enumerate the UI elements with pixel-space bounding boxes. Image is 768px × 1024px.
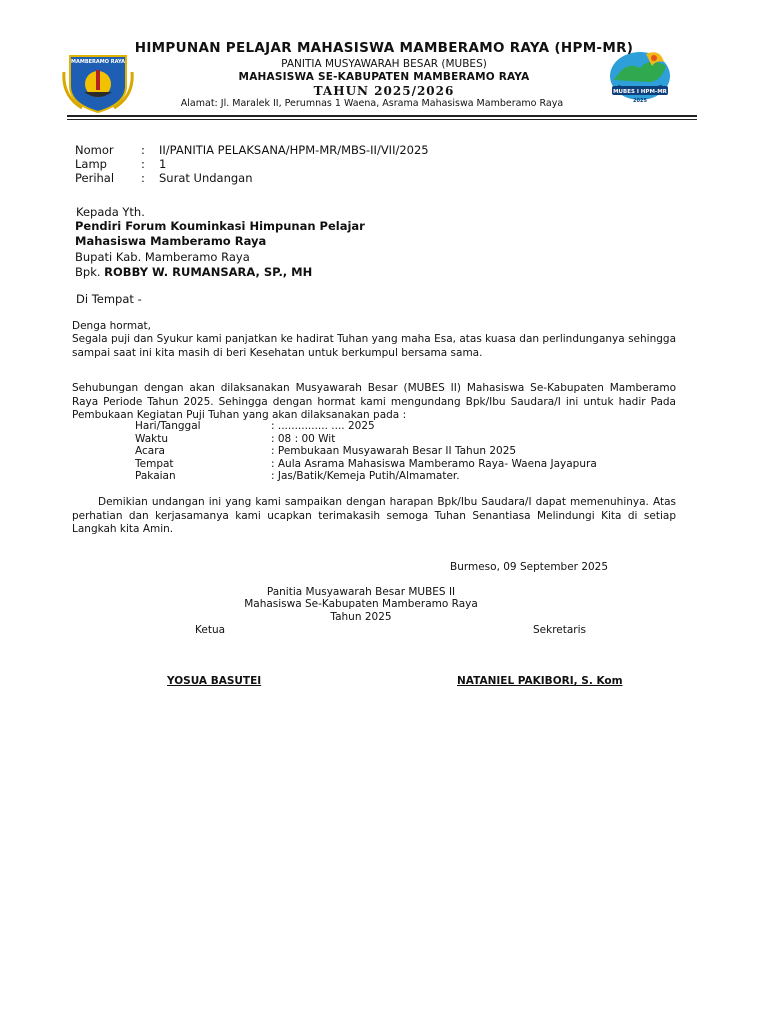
org-name: HIMPUNAN PELAJAR MAHASISWA MAMBERAMO RAYA (HPM-MR): [134, 40, 634, 56]
recipient-line1: Pendiri Forum Kouminkasi Himpunan Pelajar: [75, 219, 365, 233]
committee-line3: Tahun 2025: [330, 611, 392, 623]
bpk-prefix: Bpk.: [75, 265, 101, 279]
committee-line1: Panitia Musyawarah Besar MUBES II: [266, 586, 456, 598]
lamp-value: 1: [159, 157, 167, 171]
perihal-colon: :: [141, 171, 145, 185]
committee-line2: Mahasiswa Se-Kabupaten Mamberamo Raya: [244, 598, 478, 610]
paragraph-closing: Demikian undangan ini yang kami sampaikan dengan harapan Bpk/Ibu Saudara/I dapat memenuhinya. Atas perhatian dan kerjasamanya kami ucapkan terimakasih semoga Tuhan Senantiasa Melindungi Kita di setiap Langkah kita Amin.: [72, 496, 676, 535]
detail-label-time: Waktu: [135, 433, 168, 445]
lamp-colon: :: [141, 157, 145, 171]
greeting: Denga hormat,: [72, 320, 151, 332]
detail-value-event: : Pembukaan Musyawarah Besar II Tahun 2025: [271, 445, 517, 457]
detail-label-place: Tempat: [135, 458, 174, 470]
ketua-label: Ketua: [195, 624, 226, 636]
recipient-bpk: [75, 265, 312, 279]
logo-right-year: 2025: [633, 98, 647, 104]
logo-left-text: MAMBERAMO RAYA: [71, 59, 125, 65]
detail-value-time: : 08 : 00 Wit: [271, 433, 336, 445]
di-tempat: Di Tempat -: [76, 292, 142, 306]
detail-value-place: : Aula Asrama Mahasiswa Mamberamo Raya- Waena Jayapura: [271, 458, 597, 470]
students-line: MAHASISWA SE-KABUPATEN MAMBERAMO RAYA: [238, 71, 530, 83]
perihal-value: Surat Undangan: [159, 171, 253, 185]
detail-label-attire: Pakaian: [135, 470, 176, 482]
detail-value-date: : ............... .... 2025: [271, 420, 375, 432]
paragraph-invitation: Sehubungan dengan akan dilaksanakan Musyawarah Besar (MUBES II) Mahasiswa Se-Kabupaten Mamberamo Raya Periode Tahun 2025. Sehingga dengan hormat kami mengundang Bpk/Ibu Saudara/I ini untuk hadir Pada Pembukaan Kegiatan Puji Tuhan yang akan dilaksanakan pada :: [72, 382, 676, 421]
bpk-name: ROBBY W. RUMANSARA, SP., MH: [104, 265, 313, 279]
sekretaris-label: Sekretaris: [533, 624, 587, 636]
perihal-label: Perihal: [75, 171, 115, 185]
detail-label-event: Acara: [135, 445, 165, 457]
place-date: Burmeso, 09 September 2025: [450, 561, 609, 573]
detail-value-attire: : Jas/Batik/Kemeja Putih/Almamater.: [271, 470, 460, 482]
nomor-value: II/PANITIA PELAKSANA/HPM-MR/MBS-II/VII/2025: [159, 143, 429, 157]
year-line: TAHUN 2025/2026: [313, 84, 455, 98]
header-rule-thick: [67, 115, 697, 117]
committee-name: PANITIA MUSYAWARAH BESAR (MUBES): [281, 58, 487, 70]
detail-label-date: Hari/Tanggal: [135, 420, 201, 432]
nomor-label: Nomor: [75, 143, 114, 157]
header-rule-thin: [67, 119, 697, 120]
lamp-label: Lamp: [75, 157, 107, 171]
logo-right-text: MUBES I HPM-MR: [613, 89, 667, 95]
recipient-line3: Bupati Kab. Mamberamo Raya: [75, 250, 250, 264]
ketua-name: YOSUA BASUTEI: [167, 675, 262, 687]
address-line: Alamat: Jl. Maralek II, Perumnas 1 Waena, Asrama Mahasiswa Mamberamo Raya: [180, 98, 564, 109]
kepada-yth: Kepada Yth.: [76, 205, 145, 219]
paragraph-opening: Segala puji dan Syukur kami panjatkan ke hadirat Tuhan yang maha Esa, atas kuasa dan perlindunganya sehingga sampai saat ini kita masih di beri Kesehatan untuk berkumpul bersama sama.: [72, 333, 676, 359]
recipient-line2: Mahasiswa Mamberamo Raya: [75, 234, 267, 248]
nomor-colon: :: [141, 143, 145, 157]
sekretaris-name: NATANIEL PAKIBORI, S. Kom: [457, 675, 623, 687]
